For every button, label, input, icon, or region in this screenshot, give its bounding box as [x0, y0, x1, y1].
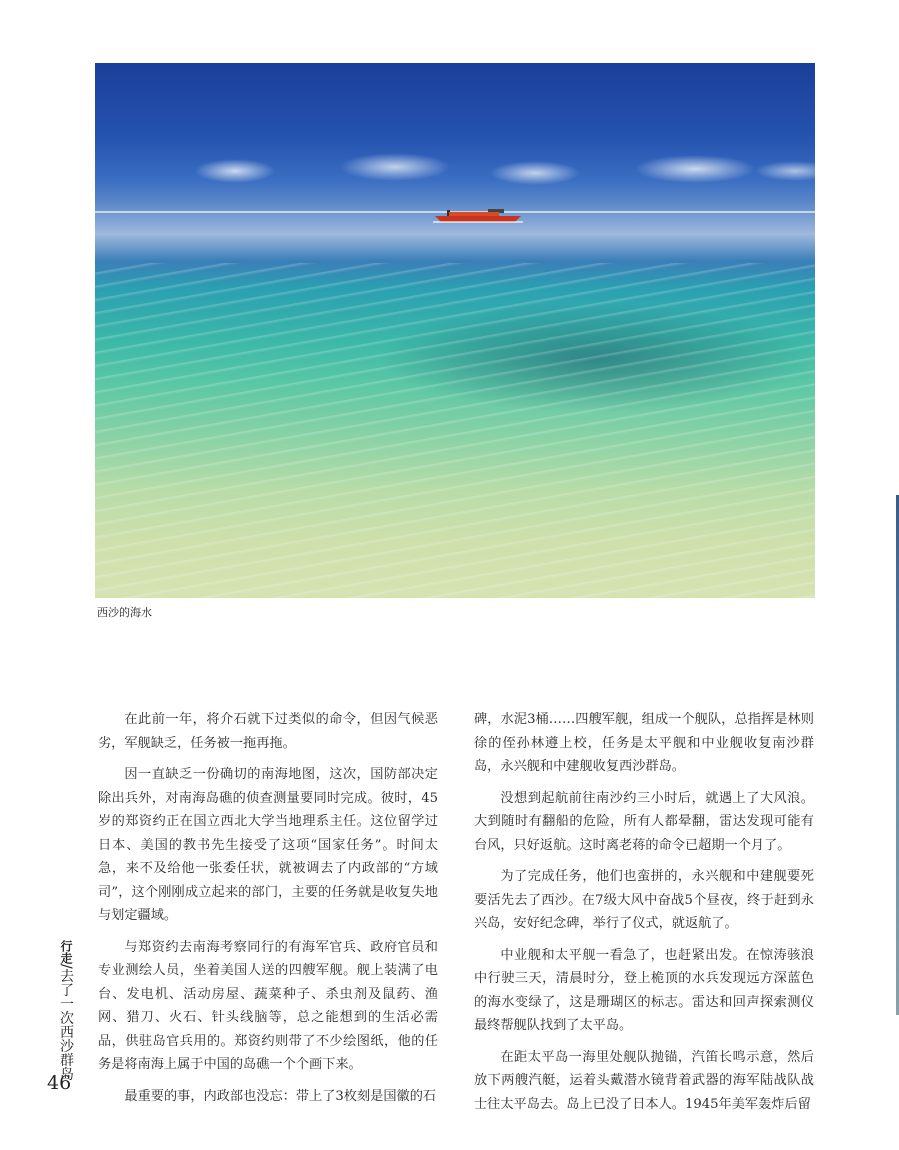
paragraph: 中业舰和太平舰一看急了，也赶紧出发。在惊涛骇浪中行驶三天，清晨时分，登上桅顶的水兵发现远方深蓝色的海水变绿了，这是珊瑚区的标志。雷达和回声探索测仪最终帮舰队找到了太平岛。 — [474, 947, 814, 1033]
sea-photo — [95, 63, 815, 598]
paragraph: 在距太平岛一海里处舰队抛锚，汽笛长鸣示意，然后放下两艘汽艇，运着头戴潜水镜背着武器的海军陆战队战士往太平岛去。岛上已没了日本人。1945年美军轰炸后留 — [474, 1049, 814, 1112]
paragraph: 最重要的事，内政部也没忘：带上了3枚刻是国徽的石 — [124, 1088, 437, 1104]
page-number: 46 — [47, 1072, 72, 1094]
boat-image — [433, 207, 523, 225]
article-column-left — [98, 708, 438, 1116]
article-title: 去了一次西沙群岛 — [58, 968, 74, 1081]
section-separator: / — [58, 964, 74, 969]
paragraph: 在此前一年，将介石就下过类似的命令，但因气候恶劣，军舰缺乏，任务被一拖再拖。 — [98, 712, 438, 751]
section-header — [56, 940, 74, 1081]
section-label: 行走 — [59, 940, 73, 964]
paragraph: 因一直缺乏一份确切的南海地图，这次，国防部决定除出兵外，对南海岛礁的侦查测量要同时完成。彼时，45岁的郑资约正在国立西北大学当地理系主任。这位留学过日本、美国的教书先生接受了这项“国家任务”。时间太急，来不及给他一张委任状，就被调去了内政部的“方域司”，这个刚刚成立起来的部门，主要的任务就是收复失地与划定疆域。 — [98, 767, 438, 923]
photo-ripples — [95, 263, 815, 598]
paragraph: 没想到起航前往南沙约三小时后，就遇上了大风浪。大到随时有翻船的危险，所有人都晕翻，雷达发现可能有台风，只好返航。这时离老蒋的命令已超期一个月了。 — [474, 790, 814, 853]
paragraph: 与郑资约去南海考察同行的有海军官兵、政府官员和专业测绘人员，坐着美国人送的四艘军舰。舰上装满了电台、发电机、活动房屋、蔬菜种子、杀虫剂及鼠药、渔网、猎刀、火石、针头线脑等，总之能想到的生活必需品，供驻岛官兵用的。郑资约则带了不少绘图纸，他的任务是将南海上属于中国的岛礁一个个画下来。 — [98, 939, 438, 1072]
photo-caption: 西沙的海水 — [97, 606, 152, 619]
article-column-right — [474, 708, 814, 1124]
paragraph: 为了完成任务，他们也蛮拼的，永兴舰和中建舰要死要活先去了西沙。在7级大风中奋战5个昼夜，终于赶到永兴岛，安好纪念碑，举行了仪式，就返航了。 — [474, 869, 814, 931]
photo-clouds — [95, 149, 815, 189]
paragraph-continuation: 碑，水泥3桶……四艘军舰，组成一个舰队，总指挥是林则徐的侄孙林遵上校，任务是太平舰和中业舰收复南沙群岛，永兴舰和中建舰收复西沙群岛。 — [474, 712, 814, 774]
